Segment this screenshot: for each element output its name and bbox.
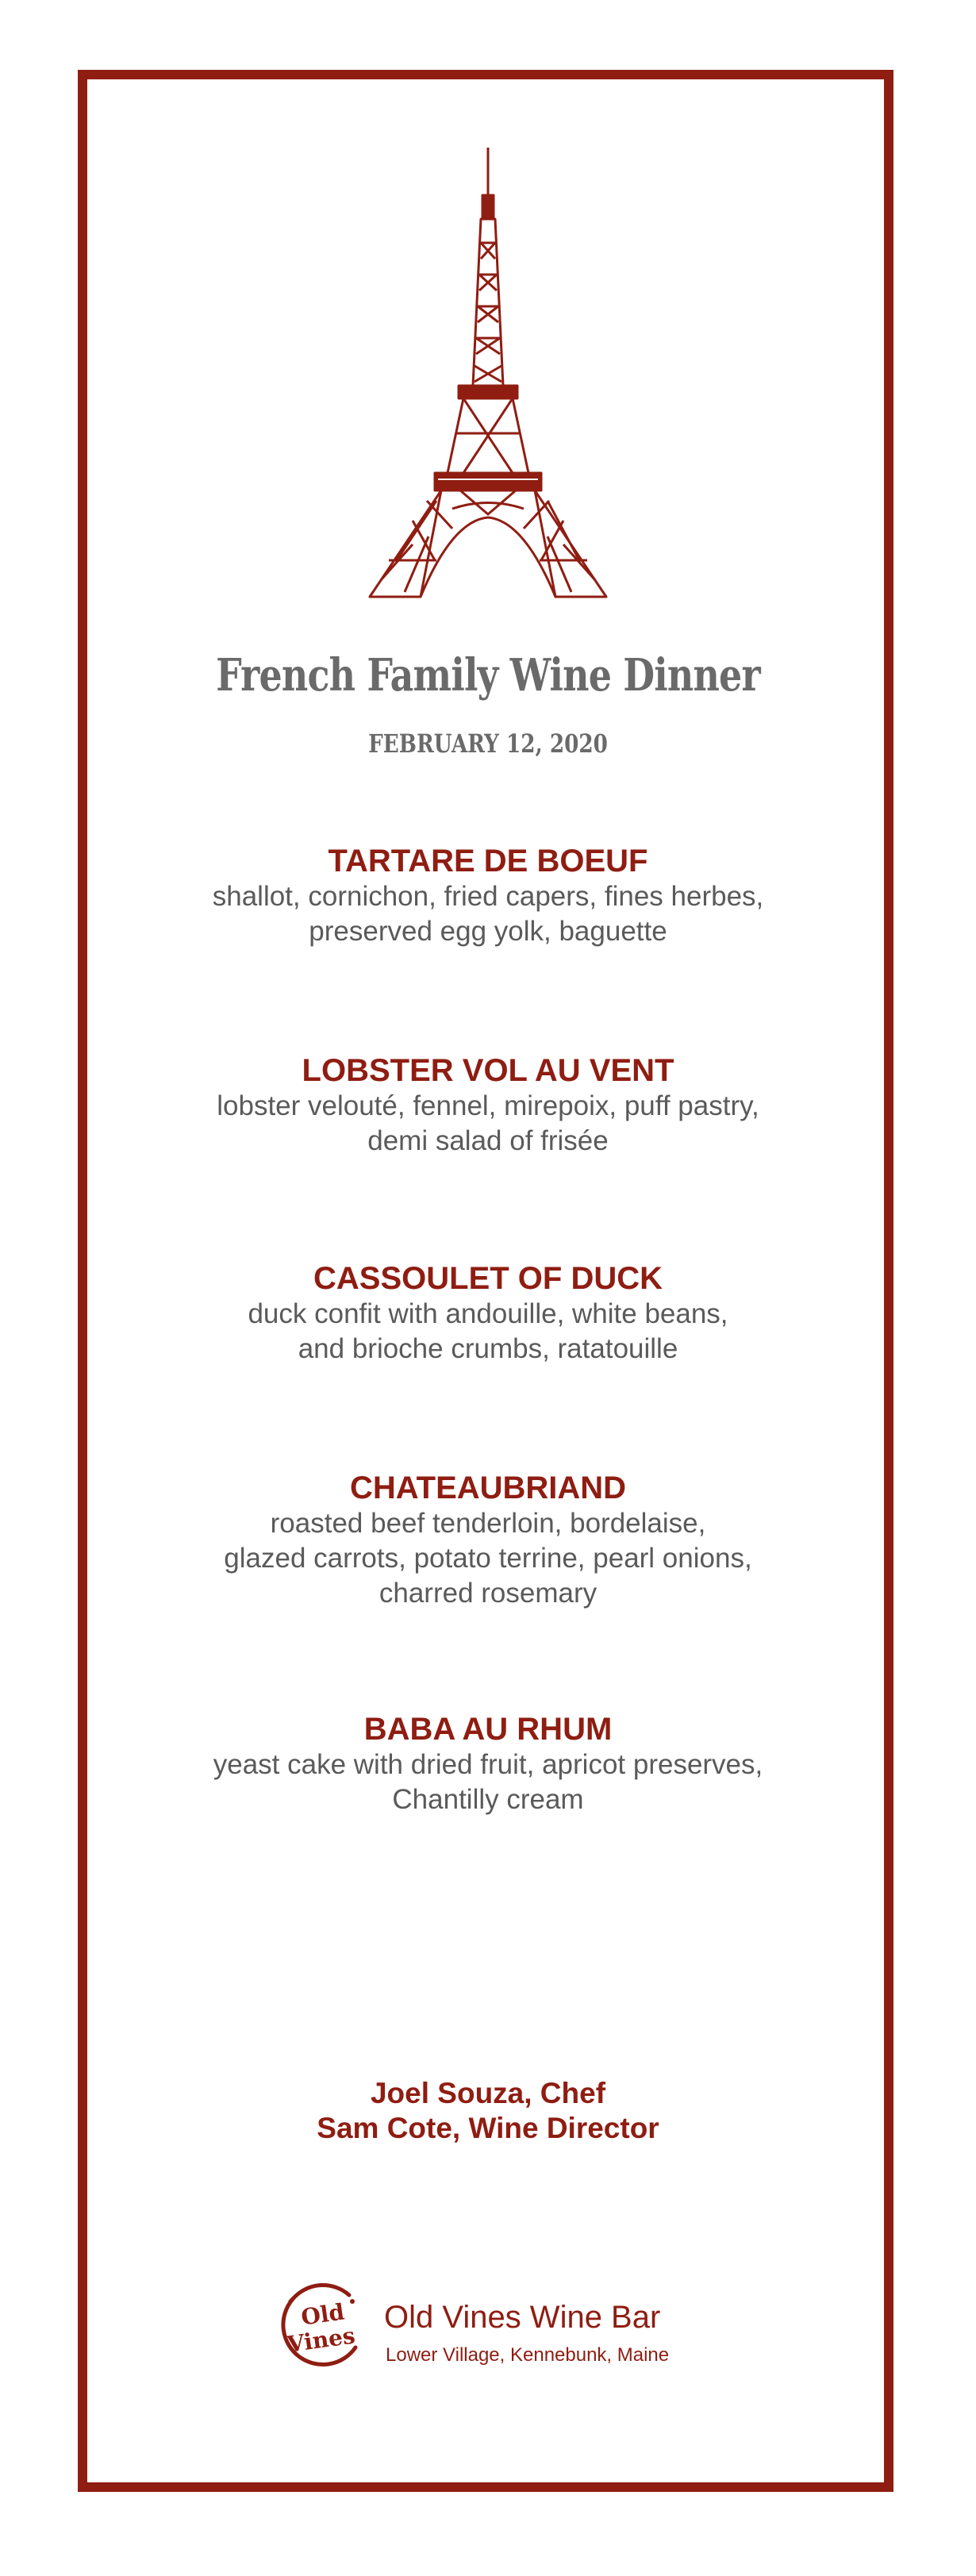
venue-location: Lower Village, Kennebunk, Maine	[386, 2344, 670, 2366]
course-description-line: Chantilly cream	[392, 1784, 584, 1815]
event-date: FEBRUARY 12, 2020	[368, 729, 608, 759]
course-description-line: and brioche crumbs, ratatouille	[298, 1333, 678, 1364]
course-description-line: charred rosemary	[378, 1578, 598, 1609]
course-description-line: demi salad of frisée	[367, 1125, 609, 1156]
course-description-line: yeast cake with dried fruit, apricot preserves,	[213, 1749, 763, 1780]
venue-footer	[273, 2278, 717, 2381]
course-description-line: shallot, cornichon, fried capers, fines herbes,	[212, 881, 764, 912]
course-name: TARTARE DE BOEUF	[328, 844, 648, 879]
course-description-line: glazed carrots, potato terrine, pearl onions,	[224, 1543, 752, 1574]
staff-credits	[0, 2076, 976, 2146]
course-4	[0, 1470, 976, 1611]
course-description-line: roasted beef tenderloin, bordelaise,	[270, 1508, 706, 1539]
logo-text-bottom: Vines	[285, 2322, 357, 2358]
event-title: French Family Wine Dinner	[216, 649, 760, 702]
course-5	[0, 1711, 976, 1817]
course-name: CASSOULET OF DUCK	[313, 1261, 663, 1296]
eiffel-tower-icon	[365, 148, 611, 600]
logo-text-top: Old	[299, 2298, 347, 2331]
course-name: CHATEAUBRIAND	[349, 1471, 627, 1505]
course-description-line: duck confit with andouille, white beans,	[248, 1298, 728, 1329]
wine-director-credit: Sam Cote, Wine Director	[317, 2112, 659, 2144]
course-2	[0, 1052, 976, 1159]
chef-credit: Joel Souza, Chef	[370, 2077, 606, 2109]
course-description-line: lobster velouté, fennel, mirepoix, puff pastry,	[217, 1090, 759, 1121]
venue-name: Old Vines Wine Bar	[384, 2300, 661, 2335]
course-1	[0, 843, 976, 949]
wine-ring-logo-icon	[273, 2278, 368, 2373]
course-3	[0, 1260, 976, 1367]
course-name: BABA AU RHUM	[363, 1712, 613, 1747]
course-description-line: preserved egg yolk, baguette	[309, 916, 667, 947]
course-name: LOBSTER VOL AU VENT	[302, 1053, 674, 1088]
